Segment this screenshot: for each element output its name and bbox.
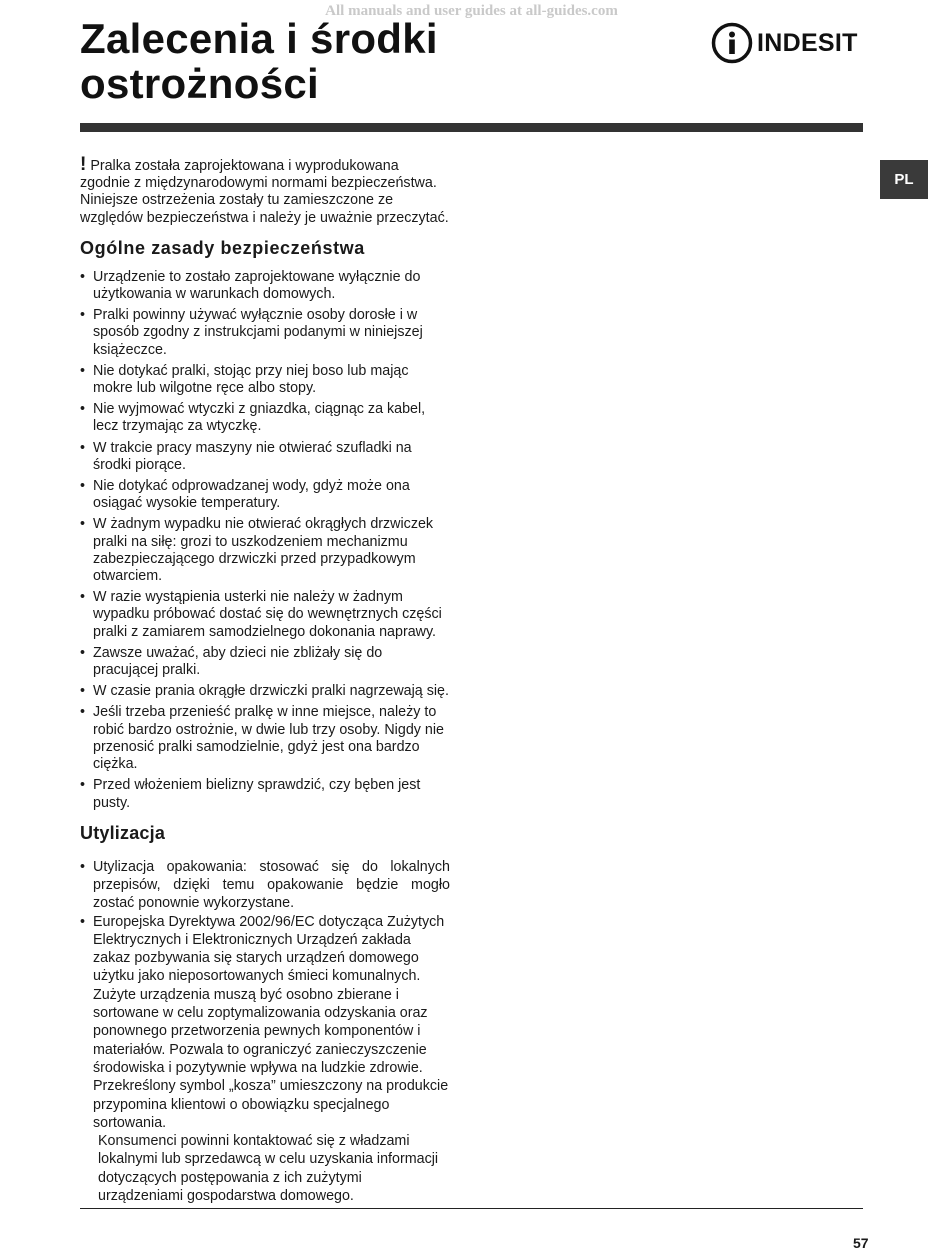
list-item: • Przed włożeniem bielizny sprawdzić, czy bęben jest pusty. — [80, 777, 450, 811]
list-item: • Pralki powinny używać wyłącznie osoby dorosłe i w sposób zgodny z instrukcjami podanymi w niniejszej książeczce. — [80, 307, 450, 359]
list-item: • Utylizacja opakowania: stosować się do lokalnych przepisów, dzięki temu opakowanie będzie mogło zostać ponownie wykorzystane. — [80, 858, 450, 913]
list-item: • Nie dotykać odprowadzanej wody, gdyż może ona osiągać wysokie temperatury. — [80, 478, 450, 512]
list-item: • Urządzenie to zostało zaprojektowane wyłącznie do użytkowania w warunkach domowych. — [80, 269, 450, 303]
list-item: • Nie dotykać pralki, stojąc przy niej boso lub mając mokre lub wilgotne ręce albo stopy. — [80, 363, 450, 397]
disposal-heading: Utylizacja — [80, 822, 166, 843]
list-item: • Jeśli trzeba przenieść pralkę w inne miejsce, należy to robić bardzo ostrożnie, w dwie lub trzy osoby. Nigdy nie przenosić pralki samodzielnie, gdyż jest ona bardzo ciężka. — [80, 704, 450, 773]
consumers-paragraph: Konsumenci powinni kontaktować się z władzami lokalnymi lub sprzedawcą w celu uzyskania informacji dotyczących postępowania z ich zużytymi urządzeniami gospodarstwa domowego. — [98, 1133, 439, 1205]
footer-divider — [80, 1208, 863, 1209]
list-item: • W żadnym wypadku nie otwierać okrągłych drzwiczek pralki na siłę: grozi to uszkodzeniem mechanizmu zabezpieczającego drzwiczki przed przypadkowym otwarciem. — [80, 516, 450, 585]
page-number: 57 — [853, 1235, 869, 1251]
list-item: • Nie wyjmować wtyczki z gniazdka, ciągnąc za kabel, lecz trzymając za wtyczkę. — [80, 401, 450, 435]
list-item: • W czasie prania okrągłe drzwiczki pralki nagrzewają się. — [80, 683, 450, 700]
intro-text: Pralka została zaprojektowana i wyprodukowana zgodnie z międzynarodowymi normami bezpieczeństwa. Niniejsze ostrzeżenia zostały tu zamieszczone ze względów bezpieczeństwa i należy je uważnie przeczytać. — [80, 158, 449, 226]
brand-logo — [711, 22, 858, 64]
indesit-i-logo-icon — [711, 22, 753, 64]
brand-name: INDESIT — [757, 28, 858, 57]
list-item: • Zawsze uważać, aby dzieci nie zbliżały się do pracującej pralki. — [80, 645, 450, 679]
page-title-line-1: Zalecenia i środki — [80, 15, 438, 62]
disposal-list — [80, 858, 450, 1132]
main-content — [80, 156, 450, 1205]
header-divider — [80, 123, 863, 132]
intro-paragraph — [80, 156, 450, 227]
language-tab: PL — [880, 160, 928, 199]
safety-heading: Ogólne zasady bezpieczeństwa — [80, 237, 365, 258]
list-item: • W razie wystąpienia usterki nie należy w żadnym wypadku próbować dostać się do wewnętrznych części pralki z zamiarem samodzielnego dokonania naprawy. — [80, 589, 450, 641]
page-title-line-2: ostrożności — [80, 60, 319, 107]
warning-mark: ! — [80, 154, 87, 175]
watermark: All manuals and user guides at all-guides.com — [325, 3, 618, 19]
safety-list — [80, 269, 450, 812]
list-item: • Europejska Dyrektywa 2002/96/EC dotycząca Zużytych Elektrycznych i Elektronicznych Urządzeń zakłada zakaz pozbywania się starych urządzeń domowego użytku jako nieposortowanych śmieci komunalnych. Zużyte urządzenia muszą być osobno zbierane i sortowane w celu zoptymalizowania odzyskania oraz ponownego przetworzenia pewnych komponentów i materiałów. Pozwala to ograniczyć zanieczyszczenie środowiska i pozytywnie wpływa na ludzkie zdrowie. Przekreślony symbol „kosza” umieszczony na produkcie przypomina klientowi o obowiązku specjalnego sortowania. — [80, 913, 450, 1133]
list-item: • W trakcie pracy maszyny nie otwierać szufladki na środki piorące. — [80, 440, 450, 474]
page-title — [80, 16, 438, 106]
